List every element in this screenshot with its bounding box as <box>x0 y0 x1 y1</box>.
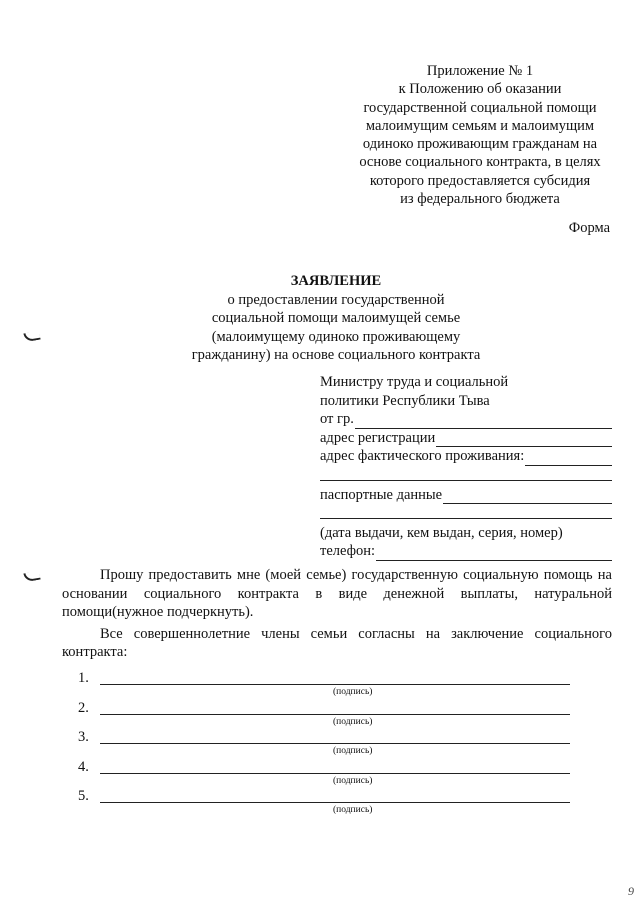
title-line: социальной помощи малоимущей семье <box>211 310 461 326</box>
signature-caption: (подпись) <box>333 775 373 786</box>
signature-caption: (подпись) <box>333 687 373 697</box>
signature-row[interactable] <box>78 670 578 700</box>
signature-line[interactable] <box>100 743 570 744</box>
phone-field[interactable] <box>320 542 612 561</box>
passport-hint: (дата выдачи, кем выдан, серия, номер) <box>320 524 563 541</box>
appendix-line: которого предоставляется субсидия <box>369 172 591 189</box>
signature-caption: (подпись) <box>333 805 373 815</box>
actual-address-blank[interactable] <box>525 452 612 466</box>
scan-mark-icon <box>23 571 40 583</box>
signature-line[interactable] <box>100 773 570 774</box>
passport-label: паспортные данные <box>320 486 443 503</box>
signature-row[interactable] <box>78 729 578 759</box>
actual-address-label: адрес фактического проживания: <box>320 448 525 465</box>
signature-row[interactable] <box>78 759 578 789</box>
title-line: о предоставлении государственной <box>227 291 445 308</box>
passport-field[interactable] <box>320 486 612 505</box>
phone-blank[interactable] <box>376 547 612 561</box>
from-field[interactable] <box>320 410 612 429</box>
form-label: Форма <box>568 220 610 236</box>
phone-label: телефон: <box>320 543 376 560</box>
registration-address-blank[interactable] <box>436 433 612 447</box>
signature-line[interactable] <box>100 684 570 685</box>
consent-paragraph: Все совершеннолетние члены семьи согласны на заключение социального контракта: <box>62 625 612 661</box>
signature-list <box>78 670 578 818</box>
signature-line[interactable] <box>100 714 570 715</box>
title-line: (малоимущему одиноко проживающему <box>211 328 461 345</box>
appendix-line: из федерального бюджета <box>400 191 560 208</box>
signature-number: 1. <box>78 670 89 686</box>
appendix-line: к Положению об оказании <box>398 81 562 98</box>
request-paragraph: Прошу предоставить мне (моей семье) государственную социальную помощь на основании социального контракта в виде денежной выплаты, натуральной помощи(нужное подчеркнуть). <box>62 567 612 621</box>
signature-row[interactable] <box>78 788 578 818</box>
addressee-line: Министру труда и социальной <box>320 374 509 390</box>
from-blank[interactable] <box>355 415 612 429</box>
appendix-line: малоимущим семьям и малоимущим <box>365 117 595 134</box>
appendix-line: государственной социальной помощи <box>363 99 597 116</box>
passport-blank-extra[interactable] <box>320 504 612 519</box>
actual-address-field[interactable] <box>320 447 612 466</box>
addressee-block <box>320 373 612 561</box>
document-title <box>156 272 516 365</box>
registration-address-label: адрес регистрации <box>320 429 436 446</box>
signature-caption: (подпись) <box>333 716 373 727</box>
signature-number: 2. <box>78 699 89 716</box>
page-number: 9 <box>628 884 634 898</box>
registration-address-field[interactable] <box>320 429 612 448</box>
from-label: от гр. <box>320 411 354 428</box>
request-text <box>62 566 612 662</box>
signature-number: 5. <box>78 788 89 804</box>
signature-line[interactable] <box>100 802 570 803</box>
appendix-line: Приложение № 1 <box>426 63 534 79</box>
signature-number: 3. <box>78 729 89 745</box>
appendix-header <box>330 62 630 208</box>
appendix-line: одиноко проживающим гражданам на <box>362 136 598 153</box>
appendix-line: основе социального контракта, в целях <box>359 154 601 171</box>
actual-address-blank-extra[interactable] <box>320 466 612 481</box>
signature-row[interactable] <box>78 700 578 730</box>
signature-caption: (подпись) <box>333 746 373 756</box>
title-line: гражданину) на основе социального контракта <box>191 347 481 363</box>
passport-blank[interactable] <box>443 490 612 504</box>
addressee-line: политики Республики Тыва <box>320 392 490 409</box>
signature-number: 4. <box>78 758 89 775</box>
scan-mark-icon <box>23 331 40 343</box>
title-main: ЗАЯВЛЕНИЕ <box>290 273 382 289</box>
